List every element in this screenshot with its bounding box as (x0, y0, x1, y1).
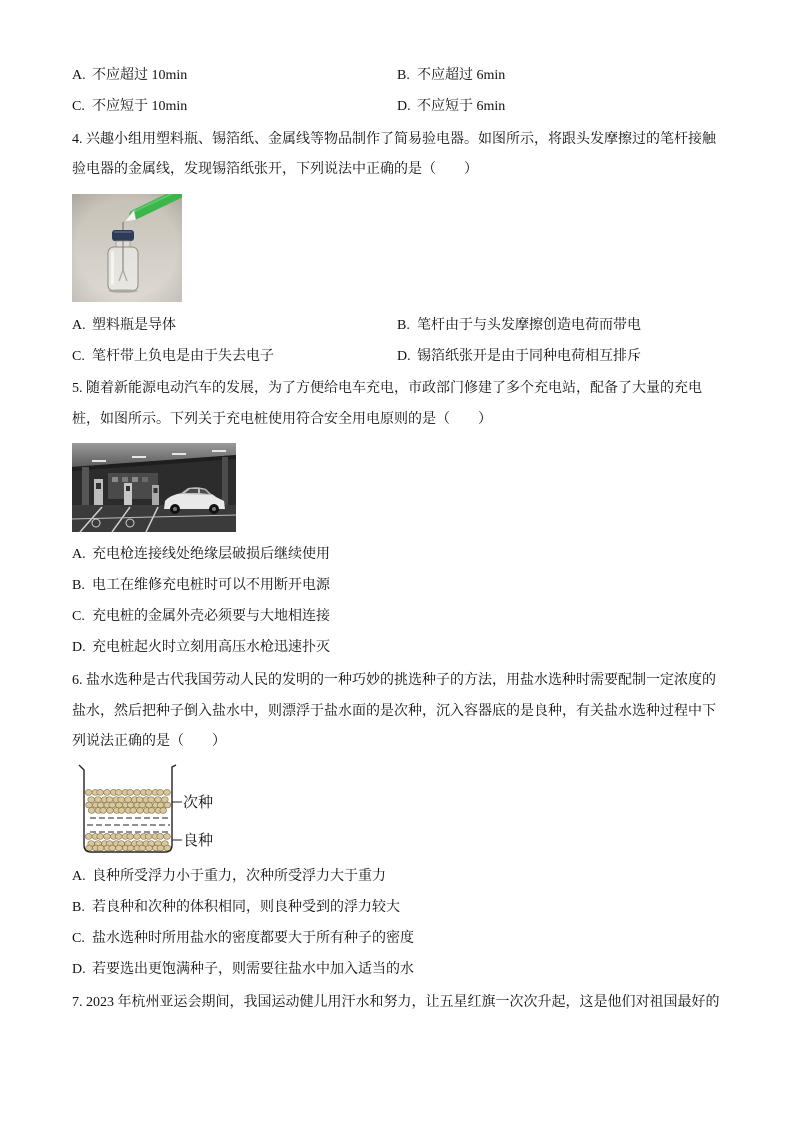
option-d (397, 98, 505, 116)
seed (88, 808, 95, 814)
charger (94, 479, 103, 505)
seed (118, 808, 125, 814)
option-d (72, 639, 330, 657)
seed (157, 845, 164, 851)
seed (95, 797, 102, 803)
question-6-stem-line: 盐水，然后把种子倒入盐水中，则漂浮于盐水面的是次种，沉入容器底的是良种，有关盐水选种过程中下 (72, 704, 716, 719)
seed (106, 797, 113, 803)
seed (136, 797, 143, 803)
seed (107, 808, 114, 814)
seed (146, 845, 153, 851)
option-label: C. (72, 99, 85, 114)
option-b (397, 317, 641, 335)
option-label: C. (72, 349, 85, 364)
seed (97, 802, 104, 808)
question-4-stem-line: 验电器的金属线，发现锡箔纸张开，下列说法中正确的是（ ） (72, 162, 478, 177)
option-text: 电工在维修充电桩时可以不用断开电源 (92, 578, 330, 593)
question-5-stem-line: 5. 随着新能源电动汽车的发展，为了方便给电车充电，市政部门修建了多个充电站，配备了大量的充电 (72, 381, 702, 396)
seed (125, 797, 132, 803)
floating-seed-layer (85, 790, 171, 814)
seed (157, 834, 164, 840)
option-label: B. (397, 68, 410, 83)
option-c (72, 348, 274, 366)
option-text: 不应短于 10min (92, 99, 188, 114)
option-c (72, 930, 414, 948)
charging-station-photo (72, 443, 236, 532)
option-label: C. (72, 609, 85, 624)
option-text: 良种所受浮力小于重力，次种所受浮力大于重力 (92, 869, 386, 884)
seed (160, 808, 167, 814)
seed-beaker-diagram (76, 762, 218, 856)
electroscope-photo (72, 194, 182, 302)
option-text: 盐水选种时所用盐水的密度都要大于所有种子的密度 (92, 931, 414, 946)
seed (104, 834, 111, 840)
seed (100, 808, 107, 814)
option-label: A. (72, 547, 86, 562)
option-label: B. (72, 578, 85, 593)
question-6-stem-line: 列说法正确的是（ ） (72, 734, 226, 749)
seed (97, 845, 104, 851)
option-a (72, 868, 386, 886)
seed (116, 845, 123, 851)
question-7-stem-line: 7. 2023 年杭州亚运会期间，我国运动健儿用汗水和努力，让五星红旗一次次升起，这是他们对祖国最好的 (72, 995, 720, 1010)
seed (109, 845, 116, 851)
seed (115, 790, 122, 796)
option-text: 若良种和次种的体积相同，则良种受到的浮力较大 (92, 900, 400, 915)
option-label: D. (397, 99, 411, 114)
seed (86, 845, 93, 851)
option-label: C. (72, 931, 85, 946)
seed (115, 834, 122, 840)
seed (145, 790, 152, 796)
option-label: A. (72, 318, 86, 333)
option-label: D. (72, 962, 86, 977)
seed (134, 834, 141, 840)
option-text: 笔杆带上负电是由于失去电子 (92, 349, 274, 364)
sunken-seed-layer (85, 834, 171, 851)
option-a (72, 546, 330, 564)
seed (130, 808, 137, 814)
option-text: 充电枪连接线处绝缘层破损后继续使用 (92, 547, 330, 562)
seed (88, 797, 95, 803)
option-text: 充电桩的金属外壳必须要与大地相连接 (92, 609, 330, 624)
seed (139, 845, 146, 851)
option-c (72, 98, 187, 116)
option-a (72, 317, 176, 335)
option-label: B. (397, 318, 410, 333)
salt-water (87, 818, 170, 832)
seed (85, 834, 92, 840)
seed (97, 790, 104, 796)
option-label: A. (72, 68, 86, 83)
option-text: 不应超过 10min (92, 68, 188, 83)
seed (157, 802, 164, 808)
option-text: 锡箔纸张开是由于同种电荷相互排斥 (417, 349, 641, 364)
question-5-stem-line: 桩，如图所示。下列关于充电桩使用符合安全用电原则的是（ ） (72, 412, 492, 427)
label-inferior-seed: 次种 (183, 795, 214, 811)
option-a (72, 67, 187, 85)
charger (124, 483, 132, 505)
seed (155, 797, 162, 803)
seed (137, 808, 144, 814)
seed (164, 834, 171, 840)
question-6-stem-line: 6. 盐水选种是古代我国劳动人民的发明的一种巧妙的挑选种子的方法，用盐水选种时需要配制一定浓度的 (72, 673, 716, 688)
seed (148, 808, 155, 814)
label-good-seed: 良种 (183, 833, 214, 849)
option-text: 若要选出更饱满种子，则需要往盐水中加入适当的水 (92, 962, 414, 977)
seed (127, 802, 134, 808)
seed (164, 802, 171, 808)
seed (104, 790, 111, 796)
option-c (72, 608, 330, 626)
option-b (72, 899, 400, 917)
option-text: 不应短于 6min (417, 99, 506, 114)
plastic-bottle (108, 222, 138, 293)
option-d (72, 961, 414, 979)
option-label: D. (397, 349, 411, 364)
seed (134, 790, 141, 796)
option-label: D. (72, 640, 86, 655)
seed (109, 802, 116, 808)
seed (97, 834, 104, 840)
seed (127, 790, 134, 796)
seed (118, 797, 125, 803)
option-b (72, 577, 330, 595)
option-label: B. (72, 900, 85, 915)
seed (127, 845, 134, 851)
seed (116, 802, 123, 808)
option-text: 塑料瓶是导体 (92, 318, 176, 333)
seed (146, 802, 153, 808)
seed (148, 797, 155, 803)
seed (85, 790, 92, 796)
option-d (397, 348, 641, 366)
seed (145, 834, 152, 840)
seed (157, 790, 164, 796)
seed (164, 790, 171, 796)
seed (127, 834, 134, 840)
seed (86, 802, 93, 808)
seed (139, 802, 146, 808)
question-4-stem-line: 4. 兴趣小组用塑料瓶、锡箔纸、金属线等物品制作了简易验电器。如图所示，将跟头发摩擦过的笔杆接触 (72, 132, 716, 147)
option-b (397, 67, 505, 85)
option-text: 不应超过 6min (417, 68, 506, 83)
option-label: A. (72, 869, 86, 884)
charger (152, 485, 159, 505)
seed (161, 797, 168, 803)
option-text: 充电桩起火时立刻用高压水枪迅速扑灭 (92, 640, 330, 655)
option-text: 笔杆由于与头发摩擦创造电荷而带电 (417, 318, 641, 333)
